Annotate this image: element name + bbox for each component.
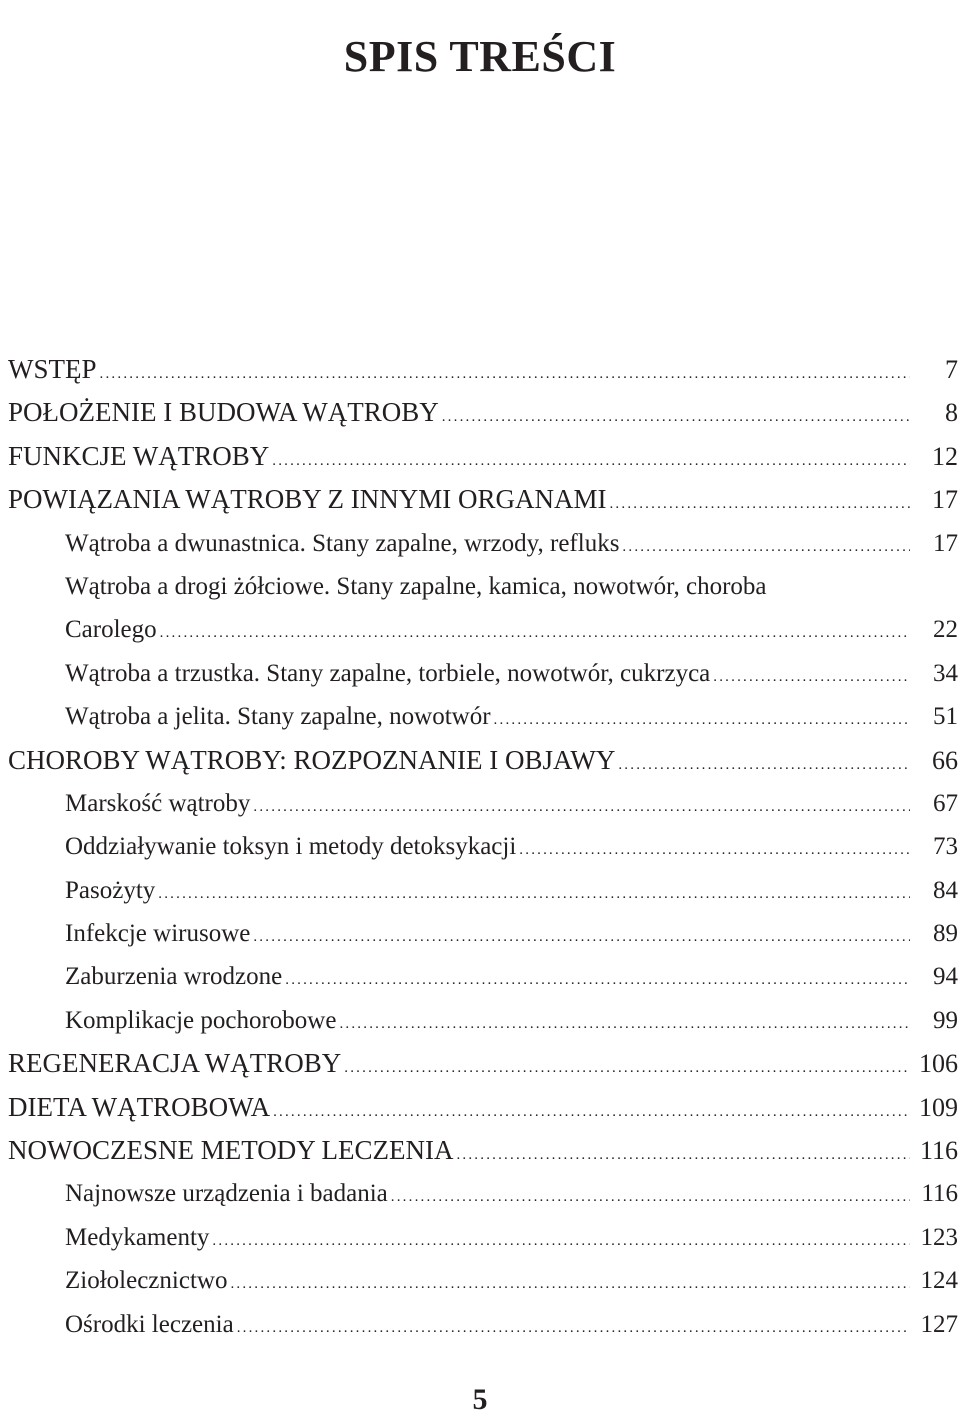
toc-entry-title: REGENERACJA WĄTROBY [8, 1048, 342, 1079]
toc-entry-page: 94 [933, 963, 958, 991]
toc-chapter [8, 478, 958, 521]
dot-leader [273, 1091, 910, 1134]
toc-entry-page: 99 [933, 1006, 958, 1034]
toc-entry-page: 84 [933, 876, 958, 904]
toc-section [8, 1216, 958, 1259]
toc-entry-page: 22 [933, 616, 958, 644]
dot-leader [609, 483, 910, 526]
dot-leader [253, 916, 910, 959]
dot-leader [160, 612, 910, 655]
page-number: 5 [472, 1383, 488, 1416]
dot-leader [339, 1003, 910, 1046]
table-of-contents [8, 348, 958, 1346]
toc-entry-page: 116 [921, 1180, 958, 1208]
toc-entry-title-continuation: Carolego [65, 616, 157, 644]
toc-entry-title: Komplikacje pochorobowe [65, 1006, 337, 1034]
dot-leader [285, 959, 910, 1002]
toc-entry-title: POWIĄZANIA WĄTROBY Z INNYMI ORGANAMI [8, 484, 607, 515]
dot-leader [391, 1176, 910, 1219]
toc-entry-page: 109 [919, 1092, 958, 1122]
toc-entry-title: Infekcje wirusowe [65, 920, 251, 948]
toc-section [8, 1259, 958, 1302]
toc-chapter [8, 391, 958, 434]
dot-leader [456, 1134, 910, 1177]
toc-chapter [8, 1129, 958, 1172]
dot-leader [442, 396, 910, 439]
dot-leader [622, 526, 910, 569]
toc-section [8, 912, 958, 955]
toc-entry-title: NOWOCZESNE METODY LECZENIA [8, 1135, 454, 1166]
toc-section [8, 652, 958, 695]
toc-chapter [8, 435, 958, 478]
toc-entry-title: Ośrodki leczenia [65, 1310, 234, 1338]
toc-entry-page: 123 [920, 1223, 958, 1251]
dot-leader [344, 1047, 910, 1090]
toc-entry-page: 17 [932, 485, 958, 515]
dot-leader [494, 699, 910, 742]
toc-entry-title: Wątroba a jelita. Stany zapalne, nowotwór [65, 703, 491, 731]
toc-section [8, 1303, 958, 1346]
toc-entry-page: 51 [933, 703, 958, 731]
toc-entry-title: Najnowsze urządzenia i badania [65, 1180, 388, 1208]
toc-entry-title: Wątroba a dwunastnica. Stany zapalne, wrzody, refluks [65, 529, 620, 557]
toc-entry-page: 8 [945, 398, 958, 428]
toc-section [8, 955, 958, 998]
toc-entry-page: 106 [919, 1049, 958, 1079]
toc-entry-page: 7 [945, 355, 958, 384]
toc-section [8, 999, 958, 1042]
toc-entry-page: 124 [920, 1267, 958, 1295]
toc-entry-title: CHOROBY WĄTROBY: ROZPOZNANIE I OBJAWY [8, 744, 616, 775]
dot-leader [519, 829, 910, 872]
toc-entry-title: Medykamenty [65, 1223, 210, 1251]
toc-section [8, 869, 958, 912]
toc-entry-title: Ziołolecznictwo [65, 1267, 228, 1295]
toc-entry-title: FUNKCJE WĄTROBY [8, 440, 270, 471]
toc-entry-title: Marskość wątroby [65, 789, 251, 817]
toc-entry-page: 34 [933, 659, 958, 687]
toc-entry-page: 12 [932, 441, 958, 471]
dot-leader [713, 656, 910, 699]
toc-entry-title: POŁOŻENIE I BUDOWA WĄTROBY [8, 397, 439, 428]
toc-section [8, 1172, 958, 1215]
toc-section [8, 695, 958, 738]
toc-entry-page: 66 [932, 745, 958, 775]
toc-entry-page: 17 [933, 529, 958, 557]
dot-leader [212, 1220, 910, 1263]
toc-entry-title: Zaburzenia wrodzone [65, 963, 283, 991]
page-title: SPIS TREŚCI [343, 32, 617, 82]
toc-entry-page: 127 [920, 1310, 958, 1338]
dot-leader [100, 353, 910, 396]
dot-leader [237, 1307, 910, 1350]
toc-section [8, 522, 958, 565]
dot-leader [230, 1263, 910, 1306]
toc-entry-continuation [8, 608, 958, 651]
toc-chapter [8, 1086, 958, 1129]
toc-entry-page: 67 [933, 789, 958, 817]
toc-entry-title: DIETA WĄTROBOWA [8, 1091, 271, 1122]
toc-entry-title: Wątroba a drogi żółciowe. Stany zapalne, kamica, nowotwór, choroba [65, 572, 767, 600]
toc-entry-title: Pasożyty [65, 876, 156, 904]
toc-chapter [8, 1042, 958, 1085]
toc-entry-title: WSTĘP [8, 354, 97, 384]
toc-chapter [8, 739, 958, 782]
toc-section [8, 782, 958, 825]
toc-entry-page: 116 [919, 1136, 958, 1166]
dot-leader [158, 873, 910, 916]
toc-section [8, 825, 958, 868]
dot-leader [272, 440, 910, 483]
dot-leader [618, 744, 910, 787]
dot-leader [253, 786, 910, 829]
toc-entry [8, 565, 958, 608]
toc-entry-title: Wątroba a trzustka. Stany zapalne, torbiele, nowotwór, cukrzyca [65, 659, 711, 687]
toc-entry-page: 89 [933, 920, 958, 948]
toc-entry-title: Oddziaływanie toksyn i metody detoksykacji [65, 833, 517, 861]
toc-chapter [8, 348, 958, 391]
toc-entry-page: 73 [933, 833, 958, 861]
